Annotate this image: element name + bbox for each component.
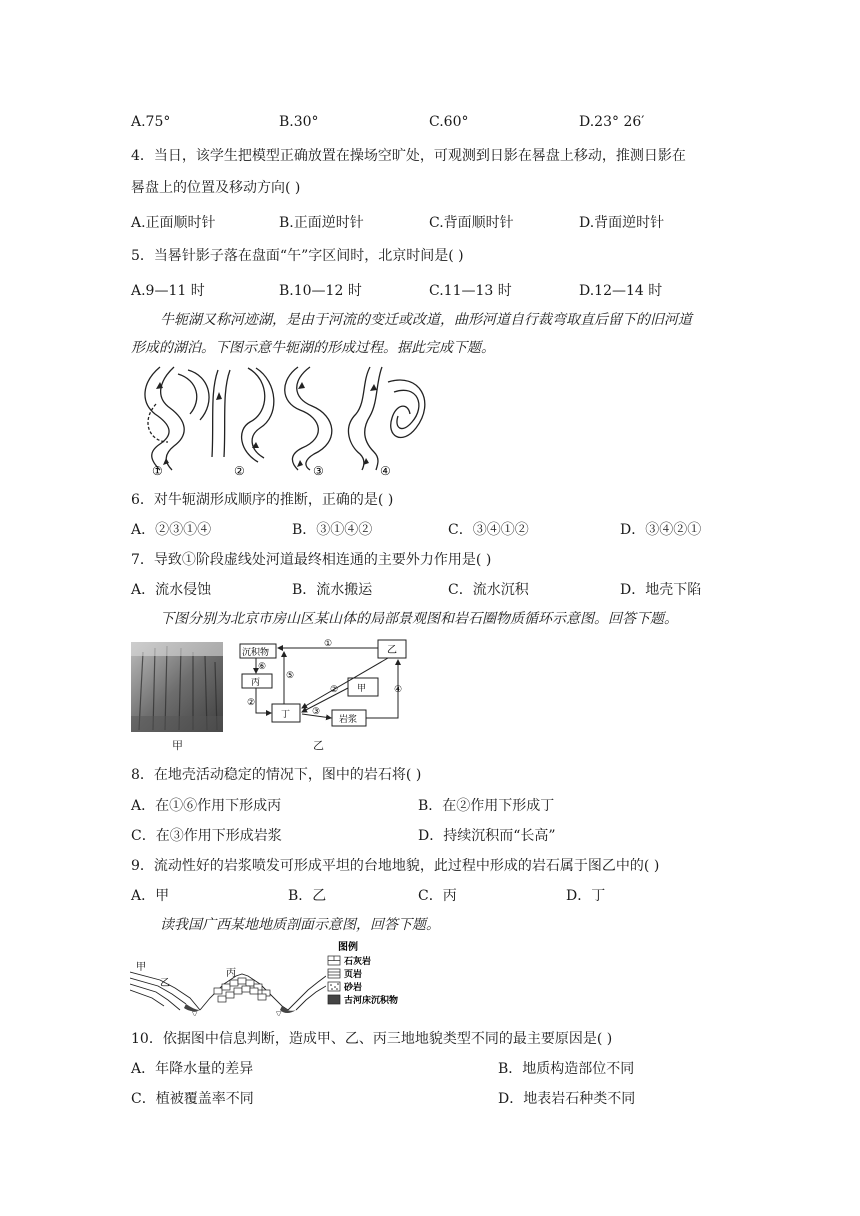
oxbow-label-1: ① [152,464,163,478]
q7-option-b[interactable]: B．流水搬运 [292,582,373,598]
legend-swatch-riverbed [328,995,340,1004]
q8-option-a[interactable]: A．在①⑥作用下形成丙 [131,798,282,814]
legend-swatch-shale [328,969,340,978]
box-magma-label: 岩浆 [339,715,358,725]
box-ding-label: 丁 [281,710,291,720]
q10-option-b[interactable]: B．地质构造部位不同 [498,1061,635,1077]
q3-option-d[interactable]: D.23° 26′ [579,114,645,130]
q4-option-b[interactable]: B.正面逆时针 [279,215,364,231]
q4-stem-line1: 4．当日，该学生把模型正确放置在操场空旷处，可观测到日影在晷盘上移动，推测日影在 [131,148,686,164]
q9-option-c[interactable]: C．丙 [418,888,457,904]
legend-item-riverbed: 古河床沉积物 [344,996,399,1006]
q6-option-d[interactable]: D．③④②① [620,522,702,538]
arrow-label-3: ③ [312,707,321,717]
q10-option-d[interactable]: D．地表岩石种类不同 [498,1091,636,1107]
q6-option-a[interactable]: A．②③①④ [131,522,212,538]
q6-option-c[interactable]: C．③④①② [448,522,529,538]
q9-option-d[interactable]: D．丁 [566,888,606,904]
q9-option-b[interactable]: B．乙 [288,888,327,904]
svg-text:▽: ▽ [276,1010,282,1016]
diagram-caption: 乙 [313,739,324,752]
arrow-label-2: ② [330,685,339,695]
q8-stem: 8．在地壳活动稳定的情况下，图中的岩石将( ) [131,767,422,783]
profile-label-bing: 丙 [226,968,236,979]
guangxi-intro: 读我国广西某地地质剖面示意图，回答下题。 [160,917,440,933]
mountain-photo [131,642,223,732]
q3-option-b[interactable]: B.30° [279,114,319,130]
q10-stem: 10．依据图中信息判断，造成甲、乙、丙三地地貌类型不同的最主要原因是( ) [131,1031,613,1047]
q6-stem: 6．对牛轭湖形成顺序的推断，正确的是( ) [131,492,394,508]
q10-option-c[interactable]: C．植被覆盖率不同 [131,1091,254,1107]
legend-item-shale: 页岩 [344,970,363,980]
q5-option-b[interactable]: B.10—12 时 [279,283,362,299]
arrow-label-5: ⑤ [286,671,295,681]
q4-option-d[interactable]: D.背面逆时针 [579,215,665,231]
arrow-label-2a: ② [247,698,256,708]
q8-option-d[interactable]: D．持续沉积而“长高” [418,828,556,844]
q4-option-c[interactable]: C.背面顺时针 [429,215,514,231]
oxbow-intro-line1: 牛轭湖又称河迹湖，是由于河流的变迁或改道，曲形河道自行裁弯取直后留下的旧河道 [160,312,692,328]
q10-option-a[interactable]: A．年降水量的差异 [131,1061,254,1077]
q7-option-d[interactable]: D．地壳下陷 [620,582,702,598]
q7-stem: 7．导致①阶段虚线处河道最终相连通的主要外力作用是( ) [131,552,492,568]
q7-option-a[interactable]: A．流水侵蚀 [131,582,212,598]
svg-text:▽: ▽ [192,1010,198,1016]
arrow-label-1: ① [324,639,333,649]
oxbow-label-3: ③ [313,464,324,478]
q4-option-a[interactable]: A.正面顺时针 [131,215,216,231]
oxbow-intro-line2: 形成的湖泊。下图示意牛轭湖的形成过程。据此完成下题。 [131,340,495,356]
box-jia-label: 甲 [357,684,367,694]
box-bing-label: 丙 [251,678,261,688]
q9-option-a[interactable]: A．甲 [131,888,170,904]
geologic-profile-diagram [130,940,326,1016]
arrow-label-6: ⑥ [258,662,267,672]
legend-title: 图例 [338,942,358,953]
oxbow-label-2: ② [234,464,245,478]
box-sediment-label: 沉积物 [242,648,270,658]
q8-option-c[interactable]: C．在③作用下形成岩浆 [131,828,282,844]
profile-label-yi: 乙 [160,978,170,989]
q5-option-d[interactable]: D.12—14 时 [579,283,663,299]
profile-label-jia: 甲 [136,962,146,973]
box-yi-label: 乙 [387,645,397,656]
q3-option-a[interactable]: A.75° [131,114,171,130]
legend-item-limestone: 石灰岩 [344,957,372,967]
arrow-label-4: ④ [394,685,403,695]
q3-option-c[interactable]: C.60° [429,114,469,130]
rock-intro: 下图分别为北京市房山区某山体的局部景观图和岩石圈物质循环示意图。回答下题。 [160,611,678,627]
legend-item-sandstone: 砂岩 [344,983,363,993]
oxbow-lake-diagram [130,362,440,480]
q5-option-a[interactable]: A.9—11 时 [131,283,205,299]
profile-legend [326,940,426,1012]
q7-option-c[interactable]: C．流水沉积 [448,582,529,598]
rock-cycle-diagram [236,638,412,738]
q5-option-c[interactable]: C.11—13 时 [429,283,512,299]
q8-option-b[interactable]: B．在②作用下形成丁 [418,798,555,814]
q6-option-b[interactable]: B．③①④② [292,522,373,538]
q5-stem: 5．当晷针影子落在盘面“午”字区间时，北京时间是( ) [131,248,464,264]
q4-stem-line2: 晷盘上的位置及移动方向( ) [131,180,301,196]
oxbow-label-4: ④ [380,464,391,478]
q9-stem: 9．流动性好的岩浆喷发可形成平坦的台地地貌，此过程中形成的岩石属于图乙中的( ) [131,858,660,874]
photo-caption: 甲 [172,739,183,752]
